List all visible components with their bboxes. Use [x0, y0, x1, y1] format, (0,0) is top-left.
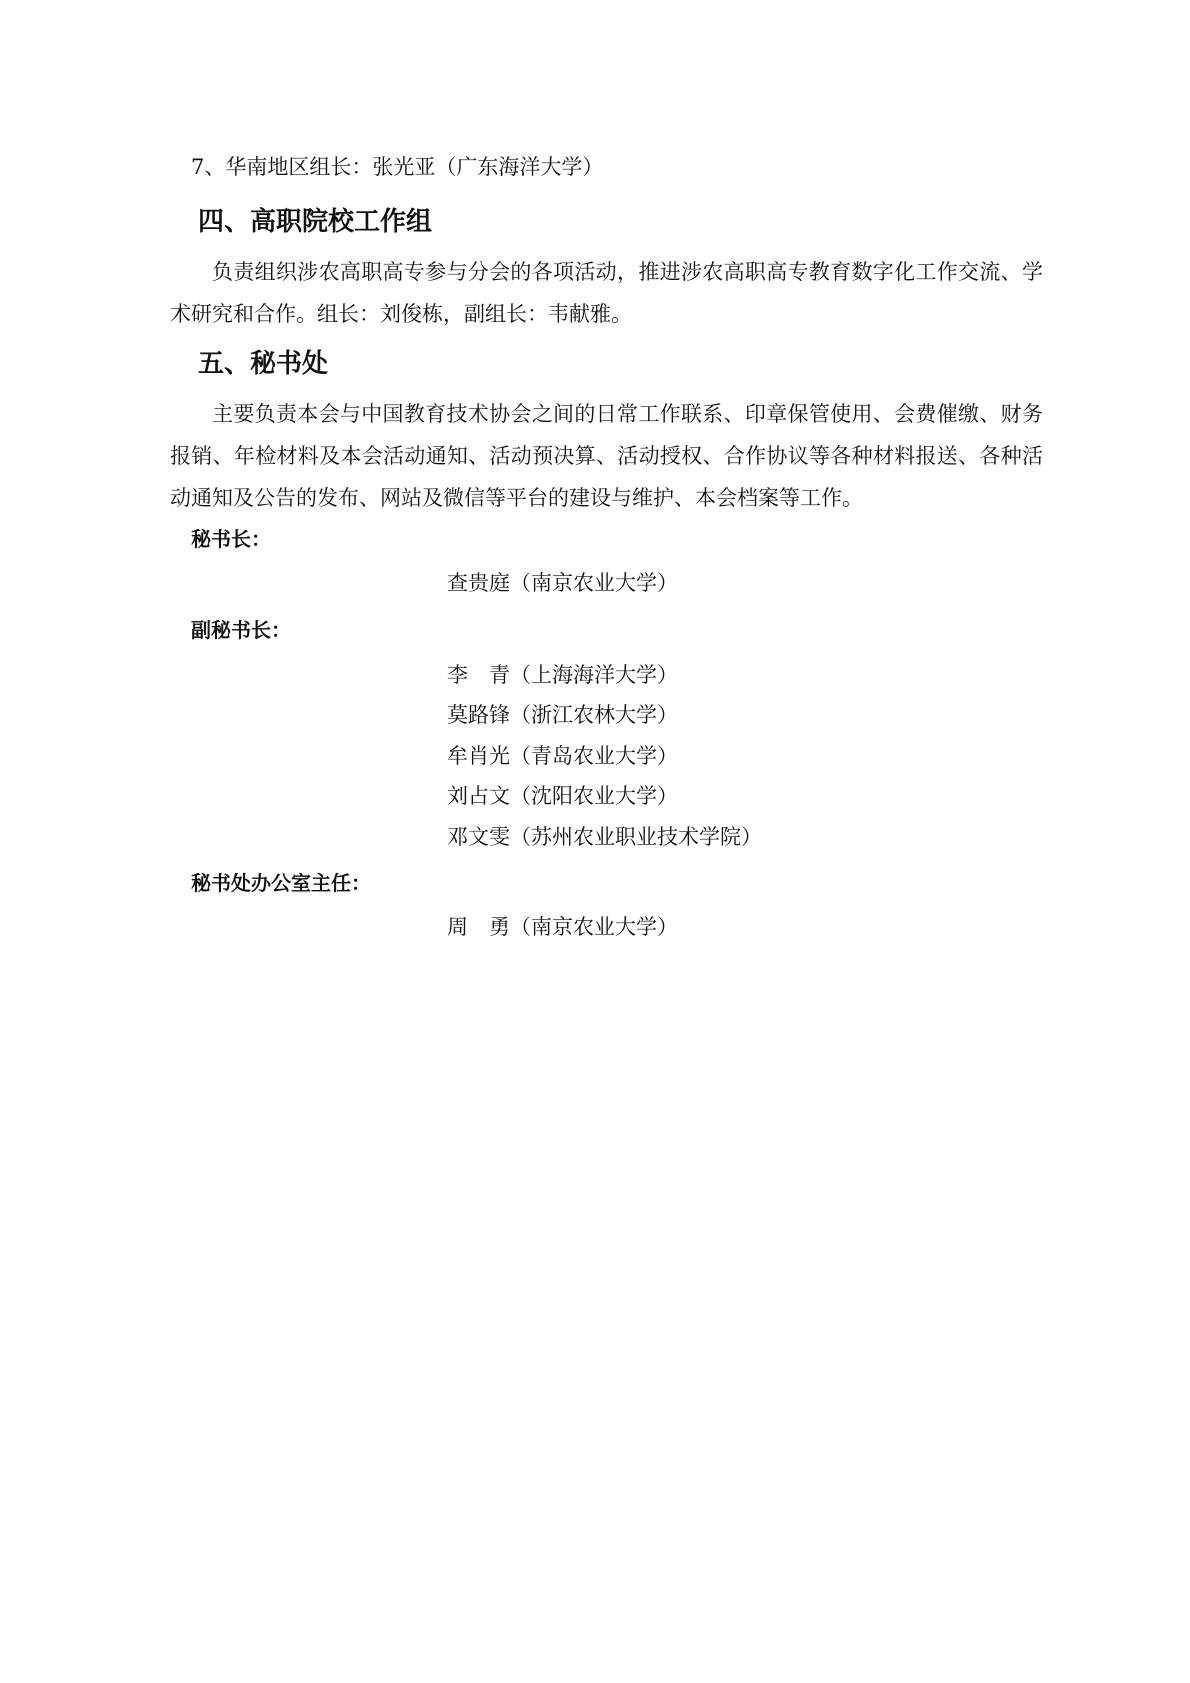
deputy-secretary-item: 李 青（上海海洋大学）: [447, 663, 678, 687]
deputy-secretary-item: 刘占文（沈阳农业大学）: [447, 784, 678, 808]
office-director-label: 秘书处办公室主任：: [191, 871, 371, 895]
deputy-secretary-item: 莫路锋（浙江农林大学）: [447, 703, 678, 727]
deputy-secretary-label: 副秘书长：: [191, 618, 291, 642]
section-4-paragraph: 负责组织涉农高职高专参与分会的各项活动，推进涉农高职高专教育数字化工作交流、学术研究和合作。组长：刘俊栋，副组长：韦献雅。: [170, 260, 1043, 326]
section-5-paragraph: 主要负责本会与中国教育技术协会之间的日常工作联系、印章保管使用、会费催缴、财务报销、年检材料及本会活动通知、活动预决算、活动授权、合作协议等各种材料报送、各种活动通知及公告的发布、网站及微信等平台的建设与维护、本会档案等工作。: [170, 402, 1043, 510]
deputy-secretary-item: 邓文雯（苏州农业职业技术学院）: [447, 825, 762, 849]
section-4-heading: 四、高职院校工作组: [198, 207, 433, 237]
deputy-secretary-item: 牟肖光（青岛农业大学）: [447, 744, 678, 768]
secretary-general-name: 查贵庭（南京农业大学）: [447, 571, 678, 595]
office-director-name: 周 勇（南京农业大学）: [447, 915, 678, 939]
secretary-general-label: 秘书长：: [191, 527, 271, 551]
section-5-heading: 五、秘书处: [198, 349, 329, 379]
south-china-group-leader: 7、华南地区组长：张光亚（广东海洋大学）: [191, 155, 604, 179]
